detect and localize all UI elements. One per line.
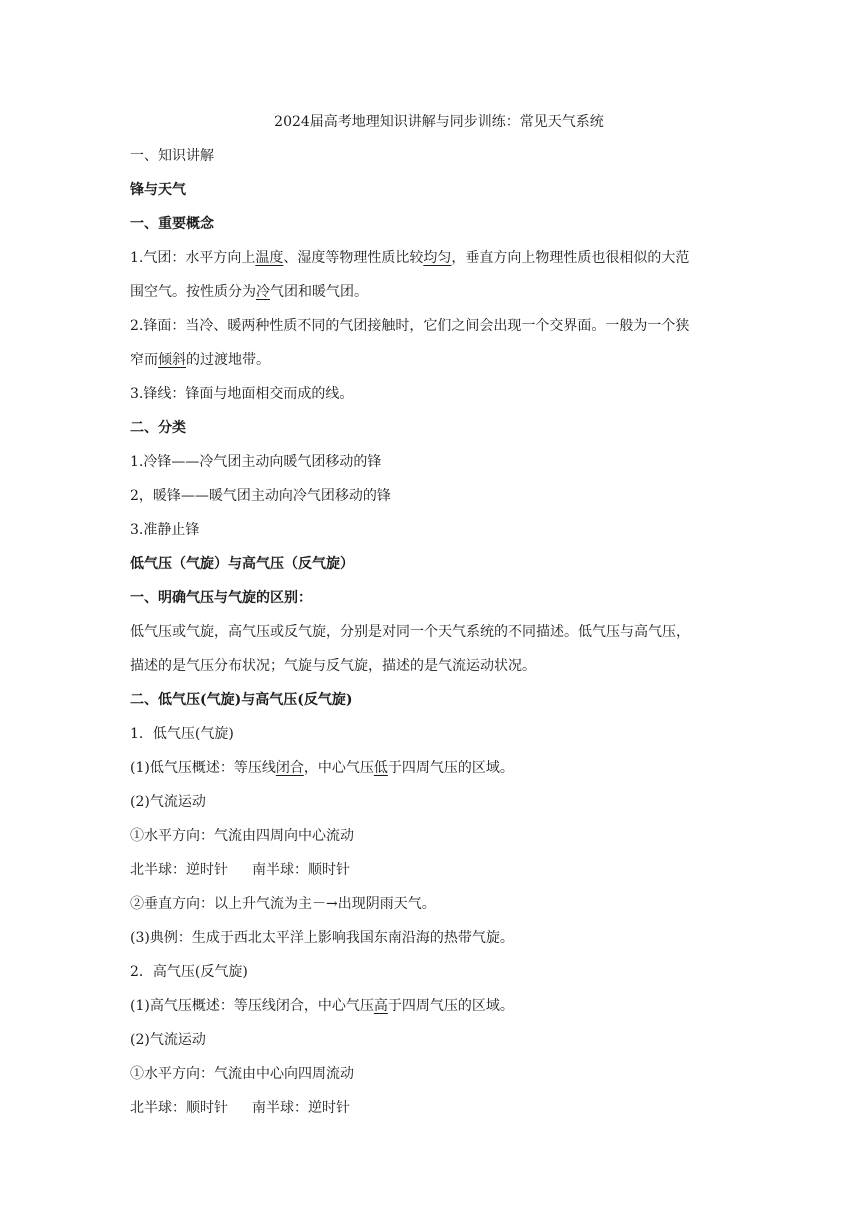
- front-line-2: 窄而倾斜的过渡地带。: [130, 352, 270, 368]
- item-warm-front: 2，暖锋——暖气团主动向冷气团移动的锋: [130, 488, 391, 504]
- low-pressure-vertical: ②垂直方向：以上升气流为主－→出现阴雨天气。: [130, 896, 436, 912]
- item-stationary-front: 3.准静止锋: [130, 522, 200, 538]
- heading-low-high: 二、低气压(气旋)与高气压(反气旋): [130, 692, 353, 708]
- front-line-1: 2.锋面：当冷、暖两种性质不同的气团接触时，它们之间会出现一个交界面。一般为一个狭: [130, 318, 690, 334]
- paragraph-front-surface: [130, 315, 732, 371]
- document-title: 2024届高考地理知识讲解与同步训练：常见天气系统: [274, 114, 604, 130]
- paragraph-front-line: 3.锋线：锋面与地面相交而成的线。: [130, 386, 354, 402]
- low-pressure-concept: (1)低气压概述：等压线闭合，中心气压低于四周气压的区域。: [130, 760, 514, 776]
- low-pressure-horizontal: ①水平方向：气流由四周向中心流动: [130, 828, 354, 844]
- air-mass-line-1: 1.气团：水平方向上温度、湿度等物理性质比较均匀，垂直方向上物理性质也很相似的大范: [130, 250, 690, 266]
- low-pressure-airflow: (2)气流运动: [130, 794, 206, 810]
- paragraph-distinguish: [130, 621, 732, 677]
- high-pressure-hemispheres: [130, 1097, 732, 1119]
- distinguish-line-2: 描述的是气压分布状况；气旋与反气旋，描述的是气流运动状况。: [130, 658, 536, 674]
- distinguish-line-1: 低气压或气旋，高气压或反气旋，分别是对同一个天气系统的不同描述。低气压与高气压，: [130, 624, 690, 640]
- heading-important-concepts: 一、重要概念: [130, 216, 214, 232]
- high-pressure-airflow: (2)气流运动: [130, 1032, 206, 1048]
- air-mass-line-2: 围空气。按性质分为冷气团和暖气团。: [130, 284, 368, 300]
- low-pressure-example: (3)典例：生成于西北太平洋上影响我国东南沿海的热带气旋。: [130, 930, 514, 946]
- low-north-hemisphere: 北半球：逆时针: [130, 862, 228, 878]
- heading-classification: 二、分类: [130, 420, 186, 436]
- paragraph-air-mass: [130, 247, 732, 303]
- low-pressure-title: 1．低气压(气旋): [130, 726, 234, 742]
- heading-distinguish: 一、明确气压与气旋的区别：: [130, 590, 312, 606]
- low-pressure-hemispheres: [130, 859, 732, 881]
- section-knowledge: 一、知识讲解: [130, 148, 214, 164]
- high-pressure-horizontal: ①水平方向：气流由中心向四周流动: [130, 1066, 354, 1082]
- low-south-hemisphere: 南半球：顺时针: [252, 862, 350, 878]
- high-south-hemisphere: 南半球：逆时针: [252, 1100, 350, 1116]
- heading-front-weather: 锋与天气: [130, 182, 186, 198]
- heading-low-high-pressure: 低气压（气旋）与高气压（反气旋）: [130, 556, 354, 572]
- item-cold-front: 1.冷锋——冷气团主动向暖气团移动的锋: [130, 454, 382, 470]
- high-north-hemisphere: 北半球：顺时针: [130, 1100, 228, 1116]
- document-body: [130, 111, 732, 1131]
- high-pressure-title: 2．高气压(反气旋): [130, 964, 248, 980]
- high-pressure-concept: (1)高气压概述：等压线闭合，中心气压高于四周气压的区域。: [130, 998, 514, 1014]
